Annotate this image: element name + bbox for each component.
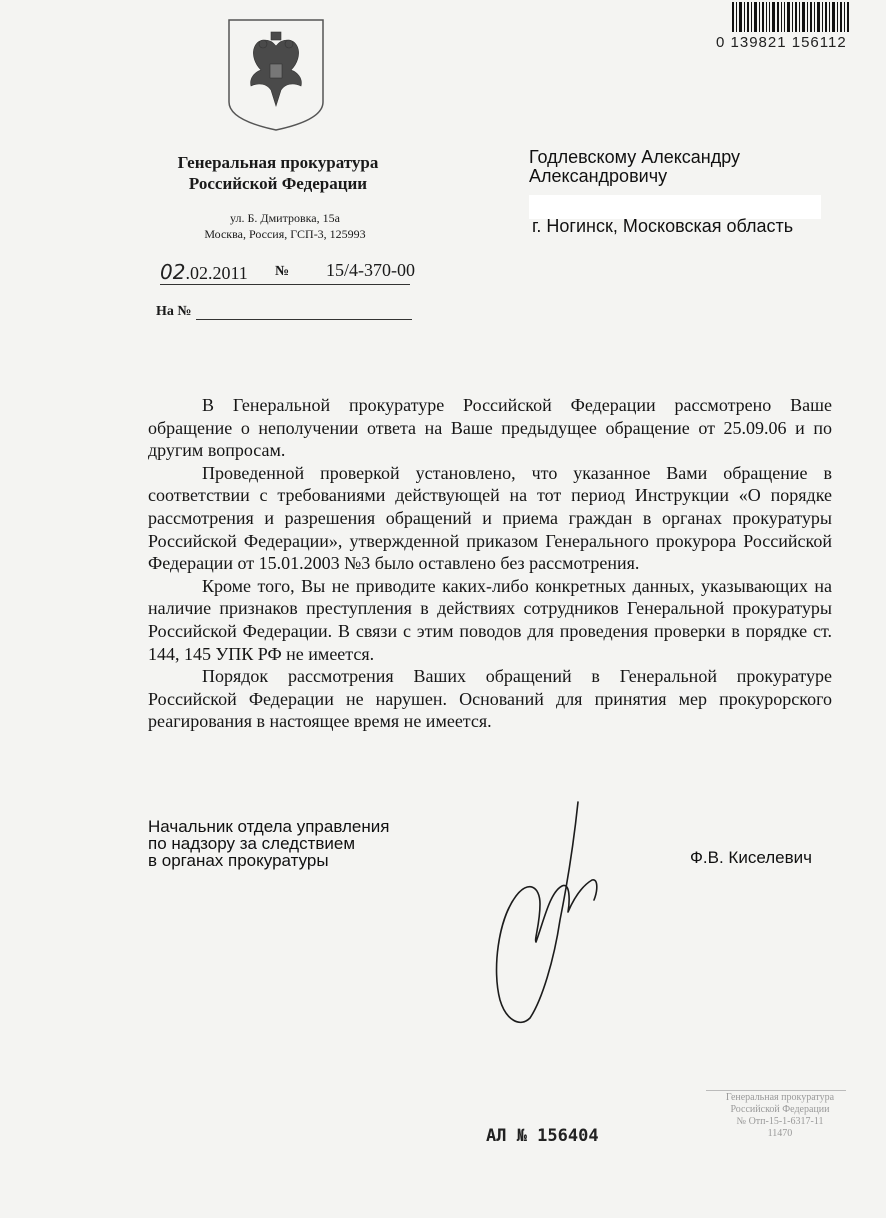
form-serial-number: АЛ № 156404 (486, 1126, 599, 1146)
sender-org-line2: Российской Федерации (188, 174, 368, 193)
stamp-line3: № Отп-15-1-6317-11 (736, 1116, 824, 1127)
reference-underline (196, 319, 412, 320)
outgoing-number: 15/4-370-00 (326, 260, 415, 280)
sender-organization (130, 152, 426, 194)
barcode-number: 0 139821 156112 (716, 34, 847, 51)
body-paragraph: В Генеральной прокуратуре Российской Федерации рассмотрено Ваше обращение о неполучении ответа на Ваше предыдущее обращение от 25.09.06 и по другим вопросам. (148, 395, 832, 461)
stamp-line2: Российской Федерации (730, 1104, 830, 1115)
number-sign: № (275, 264, 290, 279)
printed-date: .02.2011 (185, 263, 248, 283)
reference-label: На № (156, 304, 192, 319)
stamp-line1: Генеральная прокуратура (725, 1092, 835, 1103)
signer-title (148, 818, 389, 869)
signer-title-line1: Начальник отдела управления (148, 817, 390, 836)
stamp-line4: 11470 (767, 1128, 793, 1139)
stamp-divider (706, 1090, 846, 1091)
handwritten-signature (470, 800, 620, 1025)
body-paragraph: Проведенной проверкой установлено, что указанное Вами обращение в соответствии с требованиями действующей на тот период Инструкции «О порядке рассмотрения и разрешения обращений и приема граждан в органах прокуратуры Российской Федерации», утвержденной приказом Генерального прокурора Российской Федерации от 15.01.2003 №3 было оставлено без рассмотрения. (148, 462, 832, 574)
sender-address-line1: ул. Б. Дмитровка, 15а (230, 211, 340, 225)
signer-title-line3: в органах прокуратуры (148, 851, 329, 870)
sender-address (150, 210, 420, 242)
signer-title-line2: по надзору за следствием (148, 834, 356, 853)
body-paragraph: Порядок рассмотрения Ваших обращений в Генеральной прокуратуре Российской Федерации не нарушен. Оснований для принятия мер прокурорского реагирования в настоящее время не имеется. (148, 666, 832, 732)
outgoing-date (160, 260, 248, 284)
barcode (732, 2, 850, 36)
addressee-block (529, 148, 740, 186)
sender-org-line1: Генеральная прокуратура (177, 153, 379, 172)
body-paragraph: Кроме того, Вы не приводите каких-либо конкретных данных, указывающих на наличие признаков преступления в действиях сотрудников Генеральной прокуратуры Российской Федерации. В связи с этим поводов для проведения проверки в порядке ст. 144, 145 УПК РФ не имеется. (148, 575, 832, 664)
coat-of-arms-icon (225, 16, 327, 134)
letter-body (148, 394, 832, 733)
date-underline (160, 284, 410, 285)
signer-name: Ф.В. Киселевич (690, 848, 812, 867)
addressee-line2: Александровичу (529, 166, 668, 186)
addressee-line1: Годлевскому Александру (529, 147, 741, 167)
handwritten-day: 02 (160, 260, 186, 284)
registration-stamp (710, 1092, 850, 1140)
addressee-city: г. Ногинск, Московская область (532, 216, 794, 236)
sender-address-line2: Москва, Россия, ГСП-3, 125993 (204, 227, 366, 241)
